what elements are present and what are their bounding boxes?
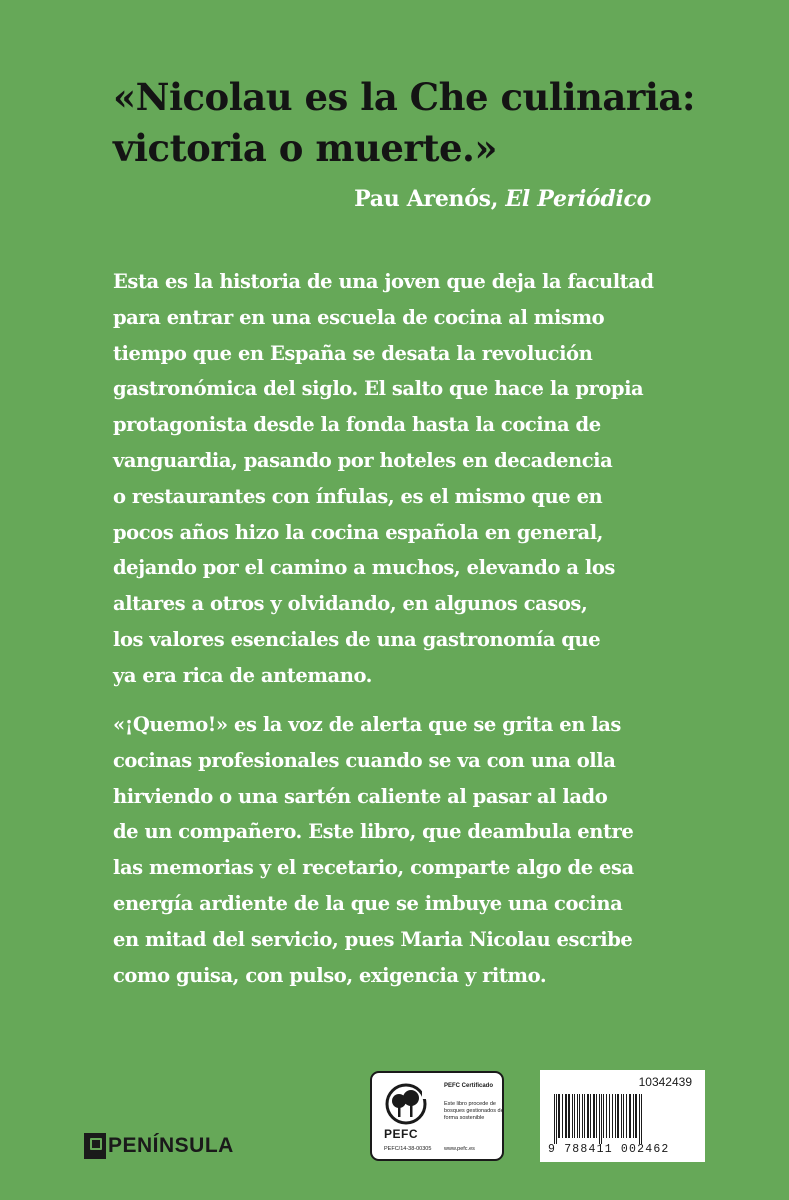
- barcode-bar: [568, 1094, 570, 1138]
- barcode-bar: [599, 1094, 600, 1144]
- barcode-bar: [635, 1094, 637, 1138]
- quote-line-2: victoria o muerte.»: [113, 126, 498, 170]
- synopsis-paragraph-2: [113, 707, 733, 993]
- isbn-barcode: [540, 1070, 705, 1162]
- isbn-digits: 9 788411 002462: [548, 1143, 670, 1156]
- text-line: tiempo que en España se desata la revolución: [113, 341, 593, 365]
- pefc-label: PEFC: [384, 1127, 419, 1141]
- internal-code: 10342439: [638, 1075, 692, 1089]
- barcode-bar: [626, 1094, 627, 1138]
- text-line: «¡Quemo!» es la voz de alerta que se grita en las: [113, 713, 621, 736]
- barcode-bar: [587, 1094, 589, 1138]
- text-line: como guisa, con pulso, exigencia y ritmo.: [113, 963, 547, 987]
- pefc-website: www.pefc.es: [444, 1146, 475, 1152]
- pefc-description: Este libro procede de bosques gestionados de forma sostenible: [444, 1101, 504, 1121]
- barcode-bar: [617, 1094, 619, 1138]
- text-line: energía ardiente de la que se imbuye una cocina: [113, 891, 623, 915]
- barcode-bar: [556, 1094, 557, 1144]
- barcode-bar: [601, 1094, 602, 1144]
- barcode-bar: [572, 1094, 573, 1138]
- text-line: o restaurantes con ínfulas, es el mismo que en: [113, 484, 603, 508]
- barcode-bar: [629, 1094, 631, 1138]
- pefc-title: PEFC Certificado: [444, 1083, 494, 1089]
- text-line: hirviendo o una sartén caliente al pasar al lado: [113, 784, 608, 808]
- text-line: cocinas profesionales cuando se va con una olla: [113, 748, 616, 772]
- pefc-certification-badge: [370, 1071, 504, 1161]
- publisher-name: PENÍNSULA: [108, 1134, 234, 1157]
- text-line: los valores esenciales de una gastronomía que: [113, 627, 601, 651]
- barcode-bar: [603, 1094, 604, 1138]
- barcode-bar: [615, 1094, 616, 1138]
- headline-quote: [113, 72, 713, 174]
- barcode-bar: [554, 1094, 555, 1144]
- barcode-bar: [621, 1094, 622, 1138]
- barcode-bar: [596, 1094, 597, 1138]
- barcode-bar: [639, 1094, 640, 1144]
- barcode-bar: [606, 1094, 607, 1138]
- barcode-bar: [584, 1094, 585, 1138]
- publisher-mark-icon: [84, 1133, 106, 1159]
- text-line: Esta es la historia de una joven que deja la facultad: [113, 270, 654, 293]
- barcode-bar: [558, 1094, 560, 1138]
- text-line: pocos años hizo la cocina española en general,: [113, 520, 603, 544]
- text-line: protagonista desde la fonda hasta la cocina de: [113, 413, 601, 437]
- text-line: ya era rica de antemano.: [113, 663, 372, 687]
- barcode-bar: [582, 1094, 583, 1138]
- barcode-bar: [641, 1094, 642, 1144]
- pefc-code: PEFC/14-38-00305: [384, 1146, 432, 1152]
- barcode-bars: [552, 1094, 694, 1144]
- publisher-logo: [84, 1132, 234, 1160]
- barcode-bar: [590, 1094, 591, 1138]
- attribution-author: Pau Arenós,: [354, 186, 506, 212]
- synopsis-paragraph-1: [113, 264, 733, 694]
- quote-line-1: «Nicolau es la Che culinaria:: [113, 75, 696, 119]
- attribution-publication: El Periódico: [505, 186, 651, 212]
- quote-attribution: [354, 184, 651, 214]
- pefc-trees-icon: [382, 1083, 430, 1125]
- barcode-bar: [562, 1094, 563, 1138]
- barcode-bar: [579, 1094, 580, 1138]
- barcode-bar: [612, 1094, 613, 1138]
- text-line: para entrar en una escuela de cocina al mismo: [113, 305, 605, 329]
- barcode-bar: [565, 1094, 567, 1138]
- text-line: las memorias y el recetario, comparte algo de esa: [113, 856, 634, 880]
- barcode-bar: [593, 1094, 595, 1138]
- text-line: altares a otros y olvidando, en algunos casos,: [113, 592, 588, 616]
- text-line: en mitad del servicio, pues Maria Nicolau escribe: [113, 927, 633, 951]
- barcode-bar: [609, 1094, 610, 1138]
- barcode-bar: [623, 1094, 624, 1138]
- barcode-bar: [577, 1094, 578, 1138]
- text-line: de un compañero. Este libro, que deambula entre: [113, 820, 634, 844]
- barcode-bar: [633, 1094, 634, 1138]
- text-line: vanguardia, pasando por hoteles en decadencia: [113, 448, 613, 472]
- barcode-bar: [574, 1094, 575, 1138]
- text-line: dejando por el camino a muchos, elevando a los: [113, 556, 615, 580]
- text-line: gastronómica del siglo. El salto que hace la propia: [113, 377, 644, 401]
